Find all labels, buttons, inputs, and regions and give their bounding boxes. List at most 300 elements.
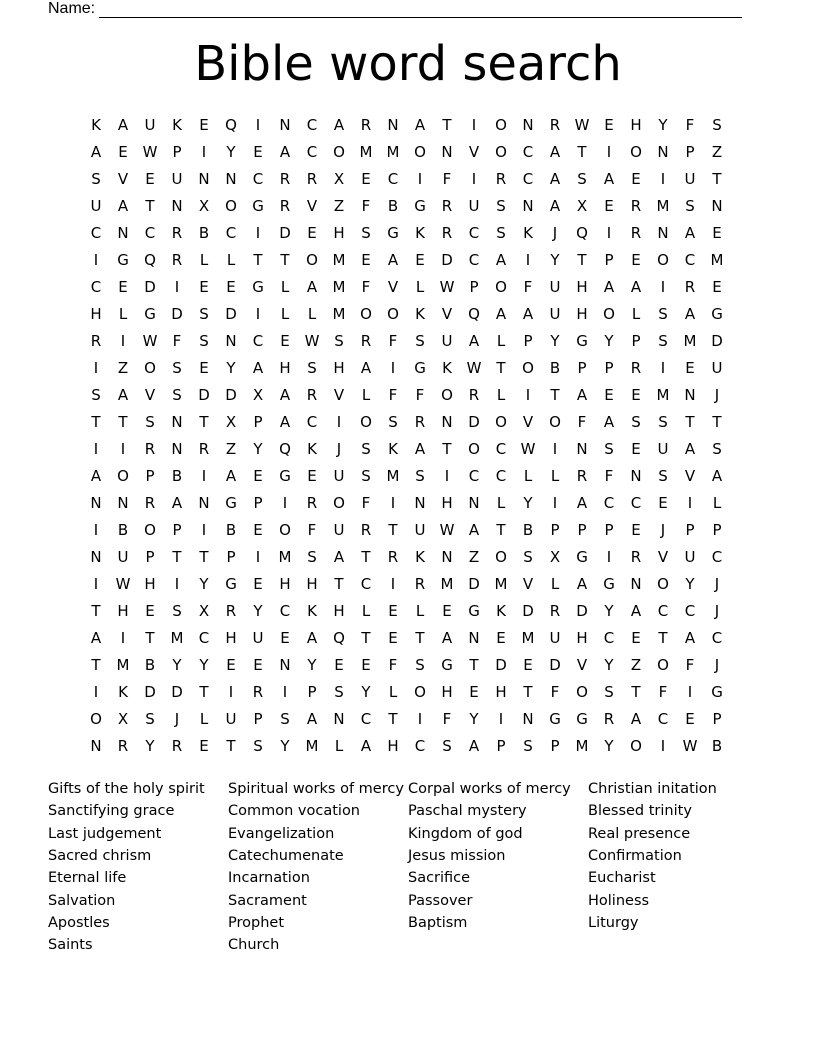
grid-letter[interactable]: R <box>549 602 561 620</box>
grid-letter[interactable]: S <box>496 197 506 215</box>
grid-letter[interactable]: K <box>91 116 101 134</box>
grid-letter[interactable]: H <box>495 683 507 701</box>
grid-letter[interactable]: B <box>144 656 156 674</box>
grid-letter[interactable]: R <box>684 278 696 296</box>
grid-letter[interactable]: D <box>144 278 156 296</box>
grid-letter[interactable]: R <box>279 170 291 188</box>
grid-letter[interactable]: I <box>201 521 207 539</box>
grid-letter[interactable]: Y <box>523 494 533 512</box>
grid-letter[interactable]: C <box>279 602 291 620</box>
grid-letter[interactable]: A <box>603 413 615 431</box>
grid-letter[interactable]: I <box>282 494 288 512</box>
grid-letter[interactable]: O <box>144 359 156 377</box>
grid-letter[interactable]: A <box>468 332 480 350</box>
grid-letter[interactable]: N <box>279 656 291 674</box>
grid-letter[interactable]: A <box>468 521 480 539</box>
grid-letter[interactable]: D <box>171 683 183 701</box>
grid-letter[interactable]: H <box>117 602 129 620</box>
grid-letter[interactable]: U <box>171 170 183 188</box>
grid-letter[interactable]: J <box>714 656 720 674</box>
grid-letter[interactable]: B <box>549 359 561 377</box>
grid-letter[interactable]: Z <box>630 656 642 674</box>
grid-letter[interactable]: O <box>468 440 480 458</box>
grid-letter[interactable]: I <box>93 683 99 701</box>
grid-letter[interactable]: R <box>225 602 237 620</box>
grid-letter[interactable]: N <box>657 224 669 242</box>
grid-letter[interactable]: O <box>144 521 156 539</box>
grid-letter[interactable]: U <box>333 467 345 485</box>
grid-letter[interactable]: O <box>333 494 345 512</box>
grid-letter[interactable]: K <box>415 224 425 242</box>
grid-letter[interactable]: N <box>198 494 210 512</box>
grid-letter[interactable]: P <box>226 548 236 566</box>
grid-letter[interactable]: Z <box>468 548 480 566</box>
grid-letter[interactable]: A <box>360 737 372 755</box>
grid-letter[interactable]: V <box>333 386 345 404</box>
grid-letter[interactable]: M <box>683 332 697 350</box>
grid-letter[interactable]: C <box>522 143 534 161</box>
grid-letter[interactable]: C <box>711 629 723 647</box>
grid-letter[interactable]: S <box>442 737 452 755</box>
grid-letter[interactable]: R <box>630 548 642 566</box>
grid-letter[interactable]: I <box>201 467 207 485</box>
grid-letter[interactable]: O <box>495 413 507 431</box>
grid-letter[interactable]: C <box>657 602 669 620</box>
grid-letter[interactable]: A <box>630 278 642 296</box>
grid-letter[interactable]: I <box>255 116 261 134</box>
grid-letter[interactable]: D <box>144 683 156 701</box>
grid-letter[interactable]: F <box>388 386 398 404</box>
grid-letter[interactable]: Y <box>604 602 614 620</box>
grid-letter[interactable]: R <box>630 359 642 377</box>
grid-letter[interactable]: D <box>495 656 507 674</box>
grid-letter[interactable]: L <box>361 602 371 620</box>
grid-letter[interactable]: E <box>199 359 209 377</box>
grid-letter[interactable]: C <box>630 494 642 512</box>
grid-letter[interactable]: G <box>441 656 453 674</box>
grid-letter[interactable]: E <box>388 602 398 620</box>
grid-letter[interactable]: A <box>387 251 399 269</box>
grid-letter[interactable]: C <box>603 494 615 512</box>
grid-letter[interactable]: H <box>333 359 345 377</box>
grid-letter[interactable]: N <box>711 197 723 215</box>
grid-letter[interactable]: E <box>604 386 614 404</box>
name-underline[interactable] <box>99 3 742 18</box>
grid-letter[interactable]: A <box>117 116 129 134</box>
grid-letter[interactable]: N <box>657 143 669 161</box>
grid-letter[interactable]: A <box>306 710 318 728</box>
grid-letter[interactable]: Y <box>685 575 695 593</box>
grid-letter[interactable]: L <box>118 305 128 323</box>
grid-letter[interactable]: O <box>603 305 615 323</box>
grid-letter[interactable]: N <box>630 467 642 485</box>
grid-letter[interactable]: P <box>604 521 614 539</box>
grid-letter[interactable]: O <box>630 143 642 161</box>
grid-letter[interactable]: L <box>361 386 371 404</box>
grid-letter[interactable]: T <box>361 548 371 566</box>
grid-letter[interactable]: E <box>712 224 722 242</box>
grid-letter[interactable]: D <box>279 224 291 242</box>
grid-letter[interactable]: T <box>415 629 425 647</box>
grid-letter[interactable]: X <box>198 197 210 215</box>
grid-letter[interactable]: V <box>306 197 318 215</box>
grid-letter[interactable]: S <box>496 224 506 242</box>
grid-letter[interactable]: E <box>631 386 641 404</box>
grid-letter[interactable]: K <box>523 224 533 242</box>
grid-letter[interactable]: G <box>225 494 237 512</box>
grid-letter[interactable]: S <box>631 413 641 431</box>
grid-letter[interactable]: U <box>468 197 480 215</box>
grid-letter[interactable]: T <box>199 683 209 701</box>
grid-letter[interactable]: G <box>387 224 399 242</box>
grid-letter[interactable]: C <box>468 467 480 485</box>
grid-letter[interactable]: P <box>307 683 317 701</box>
grid-letter[interactable]: A <box>630 602 642 620</box>
grid-letter[interactable]: P <box>631 332 641 350</box>
grid-letter[interactable]: E <box>253 467 263 485</box>
grid-letter[interactable]: V <box>522 575 534 593</box>
grid-letter[interactable]: E <box>307 224 317 242</box>
grid-letter[interactable]: U <box>90 197 102 215</box>
grid-letter[interactable]: C <box>198 629 210 647</box>
grid-letter[interactable]: S <box>172 602 182 620</box>
grid-letter[interactable]: V <box>117 170 129 188</box>
grid-letter[interactable]: A <box>90 467 102 485</box>
grid-letter[interactable]: C <box>306 116 318 134</box>
grid-letter[interactable]: K <box>388 440 398 458</box>
grid-letter[interactable]: E <box>496 629 506 647</box>
grid-letter[interactable]: A <box>252 359 264 377</box>
grid-letter[interactable]: U <box>144 116 156 134</box>
grid-letter[interactable]: I <box>687 683 693 701</box>
grid-letter[interactable]: P <box>145 467 155 485</box>
grid-letter[interactable]: P <box>712 521 722 539</box>
grid-letter[interactable]: B <box>198 224 210 242</box>
grid-letter[interactable]: M <box>359 143 373 161</box>
grid-letter[interactable]: T <box>496 359 506 377</box>
grid-letter[interactable]: A <box>576 575 588 593</box>
grid-letter[interactable]: P <box>604 251 614 269</box>
grid-letter[interactable]: E <box>388 629 398 647</box>
grid-letter[interactable]: O <box>630 737 642 755</box>
grid-letter[interactable]: P <box>577 359 587 377</box>
grid-letter[interactable]: I <box>120 440 126 458</box>
grid-letter[interactable]: I <box>552 440 558 458</box>
grid-letter[interactable]: V <box>657 548 669 566</box>
grid-letter[interactable]: R <box>144 494 156 512</box>
grid-letter[interactable]: G <box>468 602 480 620</box>
grid-letter[interactable]: A <box>117 197 129 215</box>
grid-letter[interactable]: I <box>93 575 99 593</box>
grid-letter[interactable]: R <box>90 332 102 350</box>
grid-letter[interactable]: E <box>685 359 695 377</box>
grid-letter[interactable]: X <box>225 413 237 431</box>
grid-letter[interactable]: F <box>415 386 425 404</box>
grid-letter[interactable]: O <box>414 683 426 701</box>
grid-letter[interactable]: L <box>199 710 209 728</box>
grid-letter[interactable]: H <box>441 494 453 512</box>
grid-letter[interactable]: L <box>631 305 641 323</box>
grid-letter[interactable]: U <box>252 629 264 647</box>
grid-letter[interactable]: T <box>199 548 209 566</box>
grid-letter[interactable]: G <box>144 305 156 323</box>
grid-letter[interactable]: E <box>280 629 290 647</box>
grid-letter[interactable]: R <box>549 116 561 134</box>
grid-letter[interactable]: E <box>442 602 452 620</box>
grid-letter[interactable]: A <box>495 251 507 269</box>
grid-letter[interactable]: I <box>120 629 126 647</box>
grid-letter[interactable]: R <box>441 224 453 242</box>
grid-letter[interactable]: S <box>199 305 209 323</box>
grid-letter[interactable]: A <box>90 629 102 647</box>
grid-letter[interactable]: T <box>523 683 533 701</box>
grid-letter[interactable]: Y <box>469 710 479 728</box>
grid-letter[interactable]: R <box>495 170 507 188</box>
grid-letter[interactable]: G <box>711 305 723 323</box>
grid-letter[interactable]: P <box>172 143 182 161</box>
grid-letter[interactable]: R <box>387 548 399 566</box>
grid-letter[interactable]: A <box>414 116 426 134</box>
grid-letter[interactable]: N <box>522 710 534 728</box>
grid-letter[interactable]: S <box>712 116 722 134</box>
grid-letter[interactable]: W <box>574 116 590 134</box>
grid-letter[interactable]: U <box>225 710 237 728</box>
grid-letter[interactable]: V <box>468 143 480 161</box>
grid-letter[interactable]: N <box>630 575 642 593</box>
grid-letter[interactable]: O <box>576 683 588 701</box>
grid-letter[interactable]: I <box>228 683 234 701</box>
grid-letter[interactable]: O <box>522 359 534 377</box>
grid-letter[interactable]: F <box>523 278 533 296</box>
grid-letter[interactable]: O <box>549 413 561 431</box>
grid-letter[interactable]: V <box>522 413 534 431</box>
grid-letter[interactable]: R <box>603 710 615 728</box>
grid-letter[interactable]: Y <box>199 656 209 674</box>
grid-letter[interactable]: C <box>684 602 696 620</box>
grid-letter[interactable]: E <box>469 683 479 701</box>
grid-letter[interactable]: T <box>685 413 695 431</box>
grid-letter[interactable]: M <box>332 251 346 269</box>
grid-letter[interactable]: L <box>496 386 506 404</box>
grid-letter[interactable]: M <box>710 251 724 269</box>
grid-letter[interactable]: L <box>388 683 398 701</box>
grid-letter[interactable]: E <box>604 116 614 134</box>
grid-letter[interactable]: X <box>333 170 345 188</box>
grid-letter[interactable]: D <box>468 413 480 431</box>
grid-letter[interactable]: Q <box>225 116 237 134</box>
grid-letter[interactable]: M <box>332 305 346 323</box>
grid-letter[interactable]: E <box>253 143 263 161</box>
grid-letter[interactable]: Y <box>226 143 236 161</box>
grid-letter[interactable]: O <box>495 116 507 134</box>
grid-letter[interactable]: S <box>685 197 695 215</box>
grid-letter[interactable]: Z <box>225 440 237 458</box>
grid-letter[interactable]: P <box>253 710 263 728</box>
grid-letter[interactable]: G <box>414 359 426 377</box>
grid-letter[interactable]: O <box>657 575 669 593</box>
grid-letter[interactable]: O <box>387 305 399 323</box>
grid-letter[interactable]: Y <box>145 737 155 755</box>
grid-letter[interactable]: S <box>307 548 317 566</box>
grid-letter[interactable]: U <box>441 332 453 350</box>
grid-letter[interactable]: T <box>442 116 452 134</box>
grid-letter[interactable]: G <box>549 710 561 728</box>
grid-letter[interactable]: T <box>442 440 452 458</box>
grid-letter[interactable]: A <box>279 143 291 161</box>
grid-letter[interactable]: I <box>93 251 99 269</box>
grid-letter[interactable]: L <box>712 494 722 512</box>
grid-letter[interactable]: K <box>415 305 425 323</box>
grid-letter[interactable]: N <box>171 197 183 215</box>
grid-letter[interactable]: T <box>712 170 722 188</box>
grid-letter[interactable]: L <box>523 467 533 485</box>
grid-letter[interactable]: S <box>604 440 614 458</box>
grid-letter[interactable]: A <box>279 413 291 431</box>
grid-letter[interactable]: Y <box>307 656 317 674</box>
grid-letter[interactable]: R <box>360 521 372 539</box>
grid-letter[interactable]: U <box>549 629 561 647</box>
grid-letter[interactable]: A <box>117 386 129 404</box>
grid-letter[interactable]: E <box>631 170 641 188</box>
grid-letter[interactable]: S <box>334 332 344 350</box>
grid-letter[interactable]: E <box>658 494 668 512</box>
grid-letter[interactable]: Z <box>711 143 723 161</box>
grid-letter[interactable]: F <box>685 656 695 674</box>
grid-letter[interactable]: I <box>93 521 99 539</box>
grid-letter[interactable]: U <box>414 521 426 539</box>
grid-letter[interactable]: N <box>90 494 102 512</box>
grid-letter[interactable]: S <box>658 413 668 431</box>
grid-letter[interactable]: D <box>441 251 453 269</box>
grid-letter[interactable]: I <box>255 305 261 323</box>
letter-grid[interactable] <box>84 112 732 760</box>
grid-letter[interactable]: C <box>90 224 102 242</box>
grid-letter[interactable]: D <box>198 386 210 404</box>
grid-letter[interactable]: F <box>307 521 317 539</box>
grid-letter[interactable]: E <box>199 278 209 296</box>
grid-letter[interactable]: L <box>307 305 317 323</box>
grid-letter[interactable]: E <box>253 521 263 539</box>
grid-letter[interactable]: N <box>90 737 102 755</box>
grid-letter[interactable]: B <box>225 521 237 539</box>
grid-letter[interactable]: G <box>576 332 588 350</box>
grid-letter[interactable]: G <box>117 251 129 269</box>
grid-letter[interactable]: Z <box>333 197 345 215</box>
grid-letter[interactable]: C <box>495 440 507 458</box>
grid-letter[interactable]: I <box>606 224 612 242</box>
grid-letter[interactable]: M <box>575 737 589 755</box>
grid-letter[interactable]: H <box>279 575 291 593</box>
grid-letter[interactable]: H <box>279 359 291 377</box>
grid-letter[interactable]: S <box>361 440 371 458</box>
grid-letter[interactable]: N <box>468 494 480 512</box>
grid-letter[interactable]: E <box>712 278 722 296</box>
grid-letter[interactable]: E <box>361 656 371 674</box>
grid-letter[interactable]: A <box>441 629 453 647</box>
grid-letter[interactable]: C <box>360 575 372 593</box>
grid-letter[interactable]: I <box>687 494 693 512</box>
grid-letter[interactable]: T <box>550 386 560 404</box>
grid-letter[interactable]: I <box>174 278 180 296</box>
grid-letter[interactable]: C <box>684 251 696 269</box>
grid-letter[interactable]: E <box>226 278 236 296</box>
grid-letter[interactable]: W <box>142 143 158 161</box>
grid-letter[interactable]: Y <box>361 683 371 701</box>
grid-letter[interactable]: S <box>415 332 425 350</box>
grid-letter[interactable]: L <box>550 467 560 485</box>
grid-letter[interactable]: F <box>388 656 398 674</box>
grid-letter[interactable]: T <box>388 710 398 728</box>
grid-letter[interactable]: C <box>522 170 534 188</box>
grid-letter[interactable]: U <box>657 440 669 458</box>
grid-letter[interactable]: Y <box>280 737 290 755</box>
grid-letter[interactable]: C <box>360 710 372 728</box>
grid-letter[interactable]: N <box>225 332 237 350</box>
grid-letter[interactable]: A <box>333 116 345 134</box>
grid-letter[interactable]: O <box>360 305 372 323</box>
grid-letter[interactable]: J <box>714 575 720 593</box>
grid-letter[interactable]: I <box>255 224 261 242</box>
grid-letter[interactable]: A <box>684 224 696 242</box>
grid-letter[interactable]: E <box>199 116 209 134</box>
grid-letter[interactable]: H <box>576 305 588 323</box>
grid-letter[interactable]: G <box>576 710 588 728</box>
grid-letter[interactable]: E <box>523 656 533 674</box>
grid-letter[interactable]: N <box>684 386 696 404</box>
grid-letter[interactable]: D <box>171 305 183 323</box>
grid-letter[interactable]: M <box>656 197 670 215</box>
grid-letter[interactable]: C <box>414 737 426 755</box>
grid-letter[interactable]: G <box>711 683 723 701</box>
grid-letter[interactable]: A <box>468 737 480 755</box>
grid-letter[interactable]: I <box>390 494 396 512</box>
grid-letter[interactable]: A <box>630 710 642 728</box>
grid-letter[interactable]: D <box>225 305 237 323</box>
grid-letter[interactable]: B <box>522 521 534 539</box>
grid-letter[interactable]: Q <box>468 305 480 323</box>
grid-letter[interactable]: E <box>361 170 371 188</box>
grid-letter[interactable]: C <box>468 224 480 242</box>
grid-letter[interactable]: O <box>117 467 129 485</box>
grid-letter[interactable]: N <box>576 440 588 458</box>
grid-letter[interactable]: N <box>90 548 102 566</box>
grid-letter[interactable]: R <box>468 386 480 404</box>
grid-letter[interactable]: S <box>658 467 668 485</box>
grid-letter[interactable]: R <box>252 683 264 701</box>
grid-letter[interactable]: A <box>333 548 345 566</box>
grid-letter[interactable]: P <box>496 737 506 755</box>
grid-letter[interactable]: C <box>468 251 480 269</box>
grid-letter[interactable]: W <box>439 521 455 539</box>
grid-letter[interactable]: S <box>280 710 290 728</box>
grid-letter[interactable]: S <box>91 170 101 188</box>
grid-letter[interactable]: J <box>336 440 342 458</box>
grid-letter[interactable]: S <box>415 467 425 485</box>
grid-letter[interactable]: H <box>144 575 156 593</box>
grid-letter[interactable]: Q <box>144 251 156 269</box>
grid-letter[interactable]: S <box>658 332 668 350</box>
grid-letter[interactable]: I <box>525 251 531 269</box>
grid-letter[interactable]: C <box>225 224 237 242</box>
grid-letter[interactable]: Y <box>550 332 560 350</box>
grid-letter[interactable]: U <box>684 548 696 566</box>
grid-letter[interactable]: P <box>172 521 182 539</box>
grid-letter[interactable]: S <box>523 737 533 755</box>
grid-letter[interactable]: R <box>198 440 210 458</box>
grid-letter[interactable]: T <box>91 413 101 431</box>
grid-letter[interactable]: R <box>360 116 372 134</box>
grid-letter[interactable]: K <box>442 359 452 377</box>
